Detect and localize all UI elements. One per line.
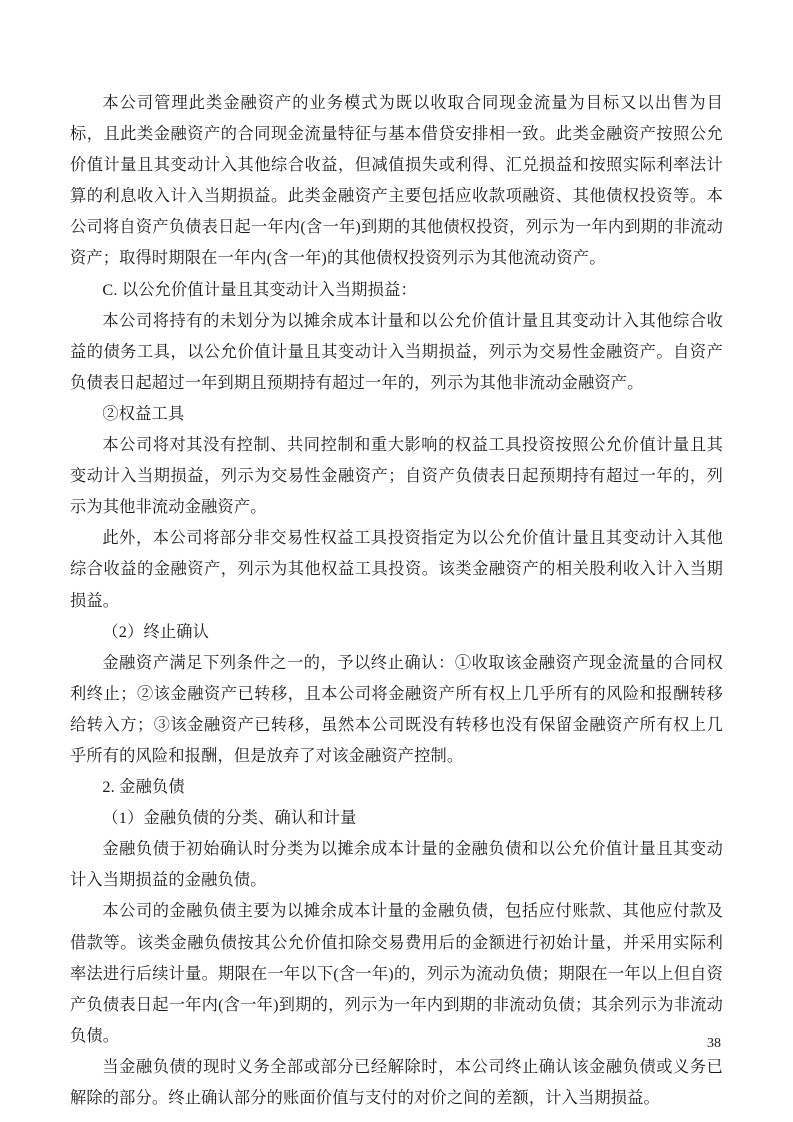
heading-financial-liabilities: 2. 金融负债 — [102, 778, 185, 797]
heading-equity-instruments: ②权益工具 — [102, 404, 185, 423]
paragraph-equity-fvtpl: 本公司将对其没有控制、共同控制和重大影响的权益工具投资按照公允价值计量且其变动计入当期损益，列示为交易性金融资产；自资产负债表日起预期持有超过一年的，列示为其他非流动金融资产。 — [70, 436, 723, 517]
heading-derecognition: （2）终止确认 — [102, 622, 210, 641]
paragraph-fvtpl-description: 本公司将持有的未划分为以摊余成本计量和以公允价值计量且其变动计入其他综合收益的债务工具，以公允价值计量且其变动计入当期损益，列示为交易性金融资产。自资产负债表日起超过一年到期且预期持有超过一年的，列示为其他非流动金融资产。 — [70, 311, 723, 392]
paragraph-equity-fvoci: 此外，本公司将部分非交易性权益工具投资指定为以公允价值计量且其变动计入其他综合收益的金融资产，列示为其他权益工具投资。该类金融资产的相关股利收入计入当期损益。 — [70, 529, 723, 610]
paragraph-liability-measurement: 本公司的金融负债主要为以摊余成本计量的金融负债，包括应付账款、其他应付款及借款等。该类金融负债按其公允价值扣除交易费用后的金额进行初始计量，并采用实际利率法进行后续计量。期限在一年以下(含一年)的，列示为流动负债；期限在一年以上但自资产负债表日起一年内(含一年)到期的，列示为一年内到期的非流动负债；其余列示为非流动负债。 — [70, 902, 723, 1045]
heading-liability-classification-measurement: （1）金融负债的分类、确认和计量 — [102, 809, 357, 828]
document-body — [70, 88, 723, 1114]
paragraph-liability-classification: 金融负债于初始确认时分类为以摊余成本计量的金融负债和以公允价值计量且其变动计入当期损益的金融负债。 — [70, 840, 723, 890]
heading-c-fvtpl: C. 以公允价值计量且其变动计入当期损益： — [102, 280, 417, 299]
paragraph-business-model: 本公司管理此类金融资产的业务模式为既以收取合同现金流量为目标又以出售为目标，且此类金融资产的合同现金流量特征与基本借贷安排相一致。此类金融资产按照公允价值计量且其变动计入其他综合收益，但减值损失或利得、汇兑损益和按照实际利率法计算的利息收入计入当期损益。此类金融资产主要包括应收款项融资、其他债权投资等。本公司将自资产负债表日起一年内(含一年)到期的其他债权投资，列示为一年内到期的非流动资产；取得时期限在一年内(含一年)的其他债权投资列示为其他流动资产。 — [70, 94, 723, 268]
paragraph-liability-derecognition: 当金融负债的现时义务全部或部分已经解除时，本公司终止确认该金融负债或义务已解除的部分。终止确认部分的账面价值与支付的对价之间的差额，计入当期损益。 — [70, 1057, 723, 1107]
paragraph-derecognition-conditions: 金融资产满足下列条件之一的，予以终止确认：①收取该金融资产现金流量的合同权利终止；②该金融资产已转移，且本公司将金融资产所有权上几乎所有的风险和报酬转移给转入方；③该金融资产已转移，虽然本公司既没有转移也没有保留金融资产所有权上几乎所有的风险和报酬，但是放弃了对该金融资产控制。 — [70, 653, 723, 765]
page-number: 38 — [707, 1036, 721, 1051]
